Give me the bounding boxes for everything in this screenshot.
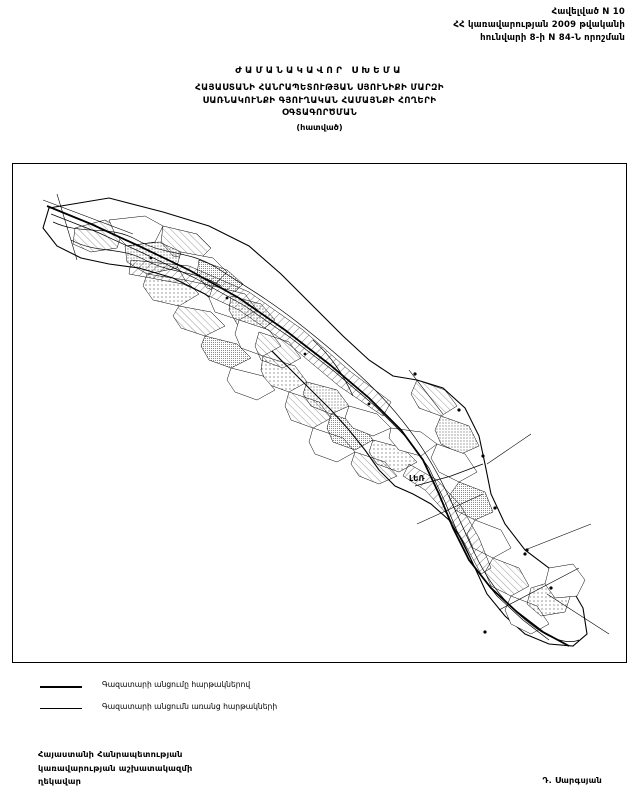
- land-parcels: [73, 216, 585, 634]
- document-reference-line-1: Հավելված N 10: [551, 7, 625, 17]
- legend-symbol-pipeline-without-platforms: [40, 708, 82, 709]
- map-annotation-label: ԼԵՌ: [409, 474, 425, 483]
- legend-label-pipeline-with-platforms: Գազատարի անցումը հարթակներով: [102, 680, 251, 689]
- signature-office-line-3: ղեկավար: [38, 776, 82, 786]
- title-line-2: ՍԱՌՆԱԿՈՒՆՔԻ ԳՅՈՒՂԱԿԱՆ ՀԱՄԱՅՆՔԻ ՀՈՂԵՐԻ: [202, 95, 437, 106]
- cadastral-map: [13, 164, 626, 662]
- legend-label-pipeline-without-platforms: Գազատարի անցումն առանց հարթակների: [102, 702, 278, 711]
- document-reference-line-3: հունվարի 8-ի N 84-Ն որոշման: [480, 33, 625, 43]
- title-line-3: ՕԳՏԱԳՈՐԾՄԱՆ: [281, 108, 358, 118]
- signature-block: [38, 748, 608, 789]
- legend-symbol-pipeline-with-platforms: [40, 686, 82, 688]
- document-kind: ԺԱՄԱՆԱԿԱՎՈՐ ՍԽԵՄԱ: [235, 66, 404, 76]
- legend-item: [40, 700, 600, 722]
- map-legend: [40, 678, 600, 722]
- title-note: (հատված): [296, 121, 343, 132]
- map-frame: [12, 163, 627, 663]
- document-reference-line-2: ՀՀ կառավարության 2009 թվականի: [453, 20, 625, 30]
- document-reference-block: [453, 6, 625, 45]
- title-line-1: ՀԱՅԱՍՏԱՆԻ ՀԱՆՐԱՊԵՏՈՒԹՅԱՆ ՍՅՈՒՆԻՔԻ ՄԱՐԶԻ: [195, 83, 444, 93]
- title-block: [0, 64, 639, 134]
- signature-office-line-1: Հայաստանի Հանրապետության: [38, 749, 183, 759]
- signatory-name: Դ. Սարգսյան: [542, 775, 602, 785]
- legend-item: [40, 678, 600, 700]
- signature-office-line-2: կառավարության աշխատակազմի: [38, 762, 193, 773]
